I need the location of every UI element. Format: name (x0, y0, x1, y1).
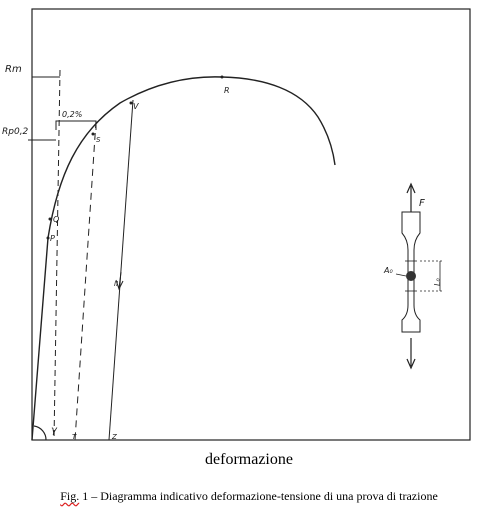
point-z-label: Z (112, 433, 117, 441)
offset-percent-label: 0,2% (62, 110, 83, 119)
offset-bracket (56, 121, 96, 130)
unloading-line (109, 100, 133, 440)
caption-fig-word: Fig. (60, 489, 80, 503)
area-label: A₀ (384, 266, 393, 275)
diagram-frame (32, 9, 470, 440)
rp-label: Rp0,2 (2, 127, 29, 137)
point-q-label: Q (53, 215, 60, 224)
point-r-mark (221, 76, 224, 79)
tensile-specimen (396, 184, 442, 368)
point-q-mark (49, 218, 52, 221)
unloading-arrow-label: II (114, 280, 119, 288)
gamma-angle-arc (34, 426, 46, 440)
gamma-label: γ (51, 425, 57, 436)
point-s-label: S (96, 136, 101, 144)
point-s-mark (92, 133, 95, 136)
caption-text: 1 – Diagramma indicativo deformazione-tensione di una prova di trazione (79, 489, 438, 503)
gauge-length-label: L₀ (433, 278, 442, 286)
stress-strain-curve (32, 77, 335, 440)
point-t-label: T (72, 433, 77, 441)
force-label: F (419, 198, 425, 209)
rm-dashed-vertical (54, 70, 60, 440)
point-v-label: V (133, 102, 139, 111)
rm-label: Rm (5, 64, 22, 75)
point-r-label: R (224, 86, 230, 95)
figure-caption (0, 489, 498, 504)
offset-dashed-line (75, 121, 96, 440)
x-axis-label: deformazione (205, 451, 293, 468)
point-p-label: P (50, 234, 55, 243)
